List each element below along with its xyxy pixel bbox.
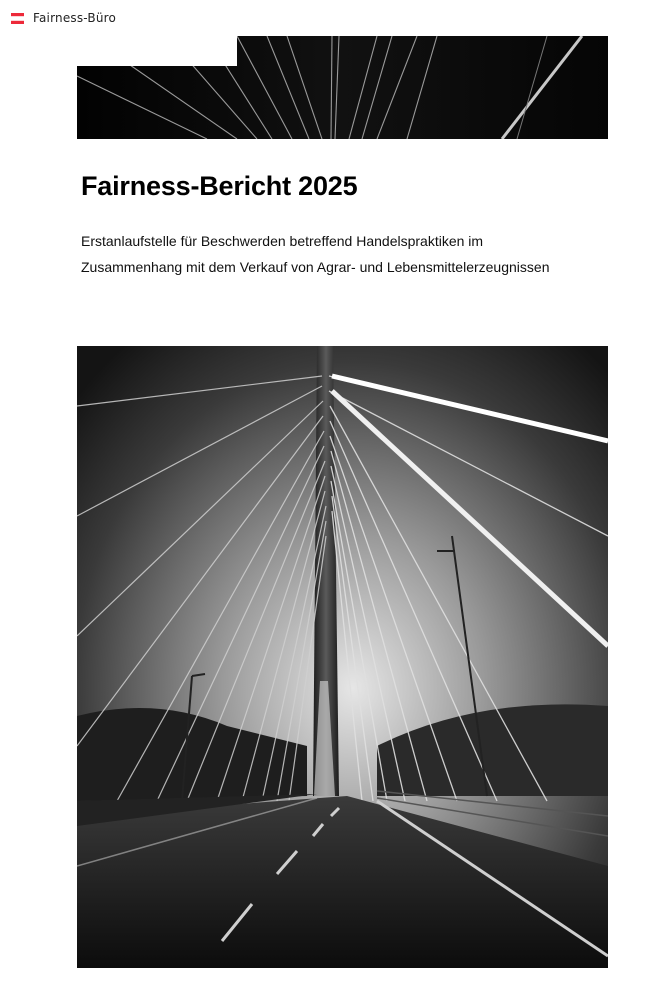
org-name: Fairness-Büro <box>33 11 117 25</box>
cover-photo-bridge <box>77 346 608 968</box>
report-title: Fairness-Bericht 2025 <box>81 171 358 201</box>
report-subtitle: Erstanlaufstelle für Beschwerden betreffend Handelspraktiken im Zusammenhang mit dem Verkauf von Agrar- und Lebensmittelerzeugnissen <box>81 233 550 275</box>
banner-notch <box>77 36 237 66</box>
banner-image <box>77 36 608 139</box>
austria-flag-icon <box>11 13 24 24</box>
page-header <box>11 10 116 26</box>
